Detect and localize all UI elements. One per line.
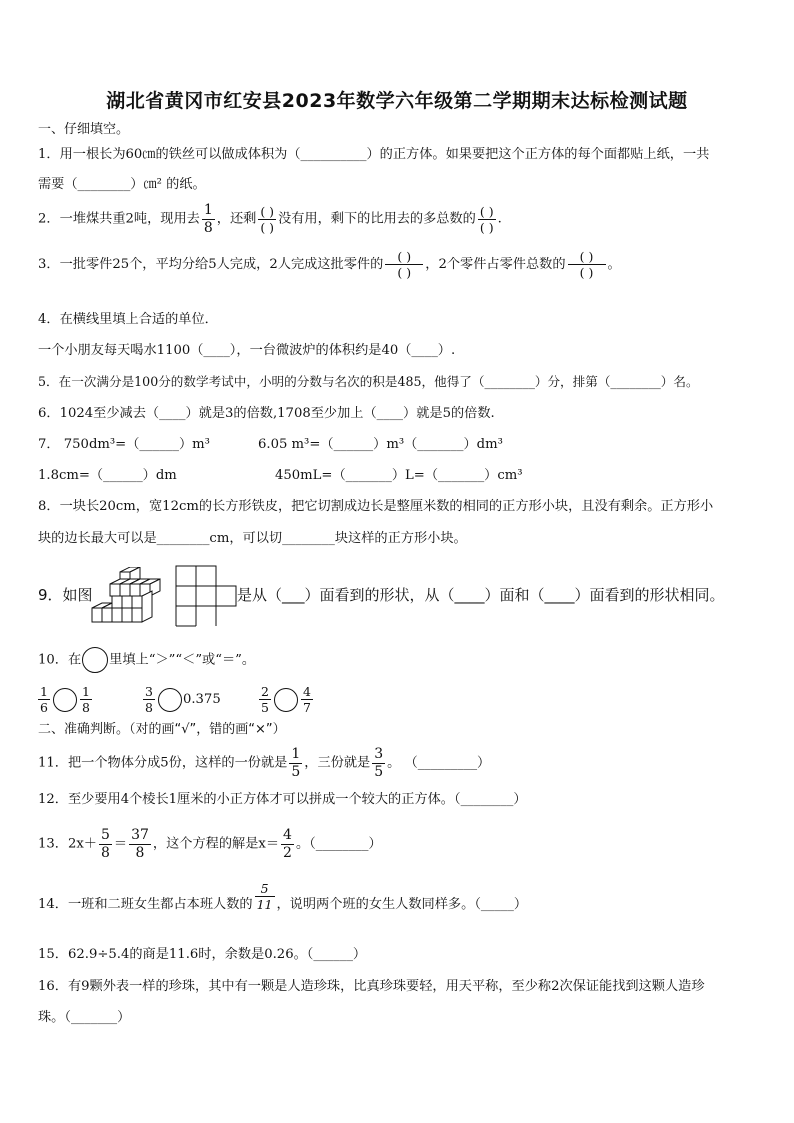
question-6: 6．1024至少减去（____）就是3的倍数,1708至少加上（____）就是5的倍数. [38,406,495,421]
fraction-blank: $\frac{( )}{( )}$ [260,203,275,235]
question-14 [38,881,528,919]
compare-circle[interactable] [82,647,108,673]
question-3-text-c: 。 [607,257,621,273]
question-7-d: 450mL=（_______）L=（_______）cm³ [275,468,523,483]
question-14-text-a: 14．一班和二班女生都占本班人数的 [38,897,253,913]
question-10-instruction [38,647,255,673]
question-8-line-2: 块的边长最大可以是________cm，可以切________块这样的正方形小块。 [38,531,467,546]
question-14-text-b: ，说明两个班的女生人数同样多。（_____） [276,897,528,913]
question-3-text-b: ，2个零件占零件总数的 [425,257,566,273]
question-7-b: 6.05 m³=（______）m³（_______）dm³ [258,437,503,452]
compare-circle[interactable] [53,688,77,712]
question-16-line-1: 16．有9颗外表一样的珍珠，其中有一颗是人造珍珠，比真珍珠要轻，用天平称，至少称2次保证能找到这颗人造珍 [38,979,705,994]
fraction: $\frac{5}{11}$ [256,881,273,913]
question-16-line-2: 珠。（_______） [38,1010,131,1025]
compare-item-1 [36,685,94,714]
decimal-value: 0.375 [182,692,221,708]
cube-stack-figure [90,567,162,625]
question-3-text-a: 3．一批零件25个，平均分给5人完成，2人完成这批零件的 [38,257,384,273]
question-11 [38,747,490,779]
fraction: $\frac{1}{5}$ [291,746,301,780]
fraction: $\frac{2}{5}$ [261,684,269,716]
question-11-text-c: 。 （_________） [387,755,491,771]
question-7-c: 1.8cm=（______）dm [38,468,177,483]
question-10-text: 里填上“＞”“＜”或“＝”。 [109,652,256,668]
fraction-blank: $\frac{( )}{( )}$ [385,250,423,279]
question-1-line-2: 需要（________）㎝² 的纸。 [38,177,206,192]
question-9-prefix: 9．如图 [38,586,93,604]
question-1-line-1: 1．用一根长为60㎝的铁丝可以做成体积为（__________）的正方体。如果要把这个正方体的每个面都贴上纸，一共 [38,147,710,162]
compare-item-3 [257,685,315,714]
question-2 [38,203,502,235]
question-2-text-d: . [497,211,502,227]
fraction: $\frac{4}{2}$ [283,827,292,861]
question-2-text-a: 2．一堆煤共重2吨，现用去 [38,211,200,227]
page-title: 湖北省黄冈市红安县2023年数学六年级第二学期期末达标检测试题 [106,90,688,112]
question-9-text: 是从（___）面看到的形状，从（____）面和（____）面看到的形状相同。 [237,586,725,604]
question-13 [38,828,382,860]
question-15: 15．62.9÷5.4的商是11.6时，余数是0.26。（______） [38,947,367,962]
question-13-text-a: 13．2x＋ [38,836,97,852]
fraction-blank: $\frac{( )}{( )}$ [568,250,606,279]
question-2-text-c: 没有用，剩下的比用去的多总数的 [278,211,476,227]
compare-item-2 [141,685,221,714]
fraction: $\frac{5}{8}$ [100,827,110,861]
question-12: 12．至少要用4个棱长1厘米的小正方体才可以拼成一个较大的正方体。（________） [38,792,527,807]
fraction-blank: $\frac{( )}{( )}$ [479,203,494,235]
question-13-text-b: ＝ [113,836,128,852]
question-13-text-c: ，这个方程的解是x＝ [152,836,280,852]
section-heading-fill: 一、仔细填空。 [38,122,130,137]
fraction: $\frac{37}{8}$ [131,827,149,861]
compare-circle[interactable] [274,688,298,712]
fraction: $\frac{1}{6}$ [40,684,48,716]
section-heading-judge: 二、准确判断。（对的画“√”，错的画“×”） [38,722,286,737]
question-11-text-a: 11．把一个物体分成5份，这样的一份就是 [38,755,288,771]
question-4-line-2: 一个小朋友每天喝水1100（____），一台微波炉的体积约是40（____）. [38,343,456,358]
fraction: $\frac{1}{8}$ [203,202,213,236]
question-10-label: 10．在 [38,652,82,668]
question-11-text-b: ，三份就是 [304,755,371,771]
question-7-a: 7． 750dm³=（______）m³ [38,437,210,452]
fraction: $\frac{3}{8}$ [145,684,153,716]
question-5: 5．在一次满分是100分的数学考试中，小明的分数与名次的积是485，他得了（________）分，排第（________）名。 [38,374,699,389]
fraction: $\frac{3}{5}$ [374,746,384,780]
question-13-text-d: 。（________） [295,836,382,852]
question-2-text-b: ，还剩 [216,211,257,227]
question-3 [38,250,621,279]
question-8-line-1: 8．一块长20cm，宽12cm的长方形铁皮，把它切割成边长是整厘米数的相同的正方形小块，且没有剩余。正方形小 [38,499,714,514]
view-grid-figure [172,564,238,630]
compare-circle[interactable] [158,688,182,712]
fraction: $\frac{4}{7}$ [302,684,311,716]
question-4-line-1: 4．在横线里填上合适的单位． [38,312,218,327]
fraction: $\frac{1}{8}$ [81,684,90,716]
